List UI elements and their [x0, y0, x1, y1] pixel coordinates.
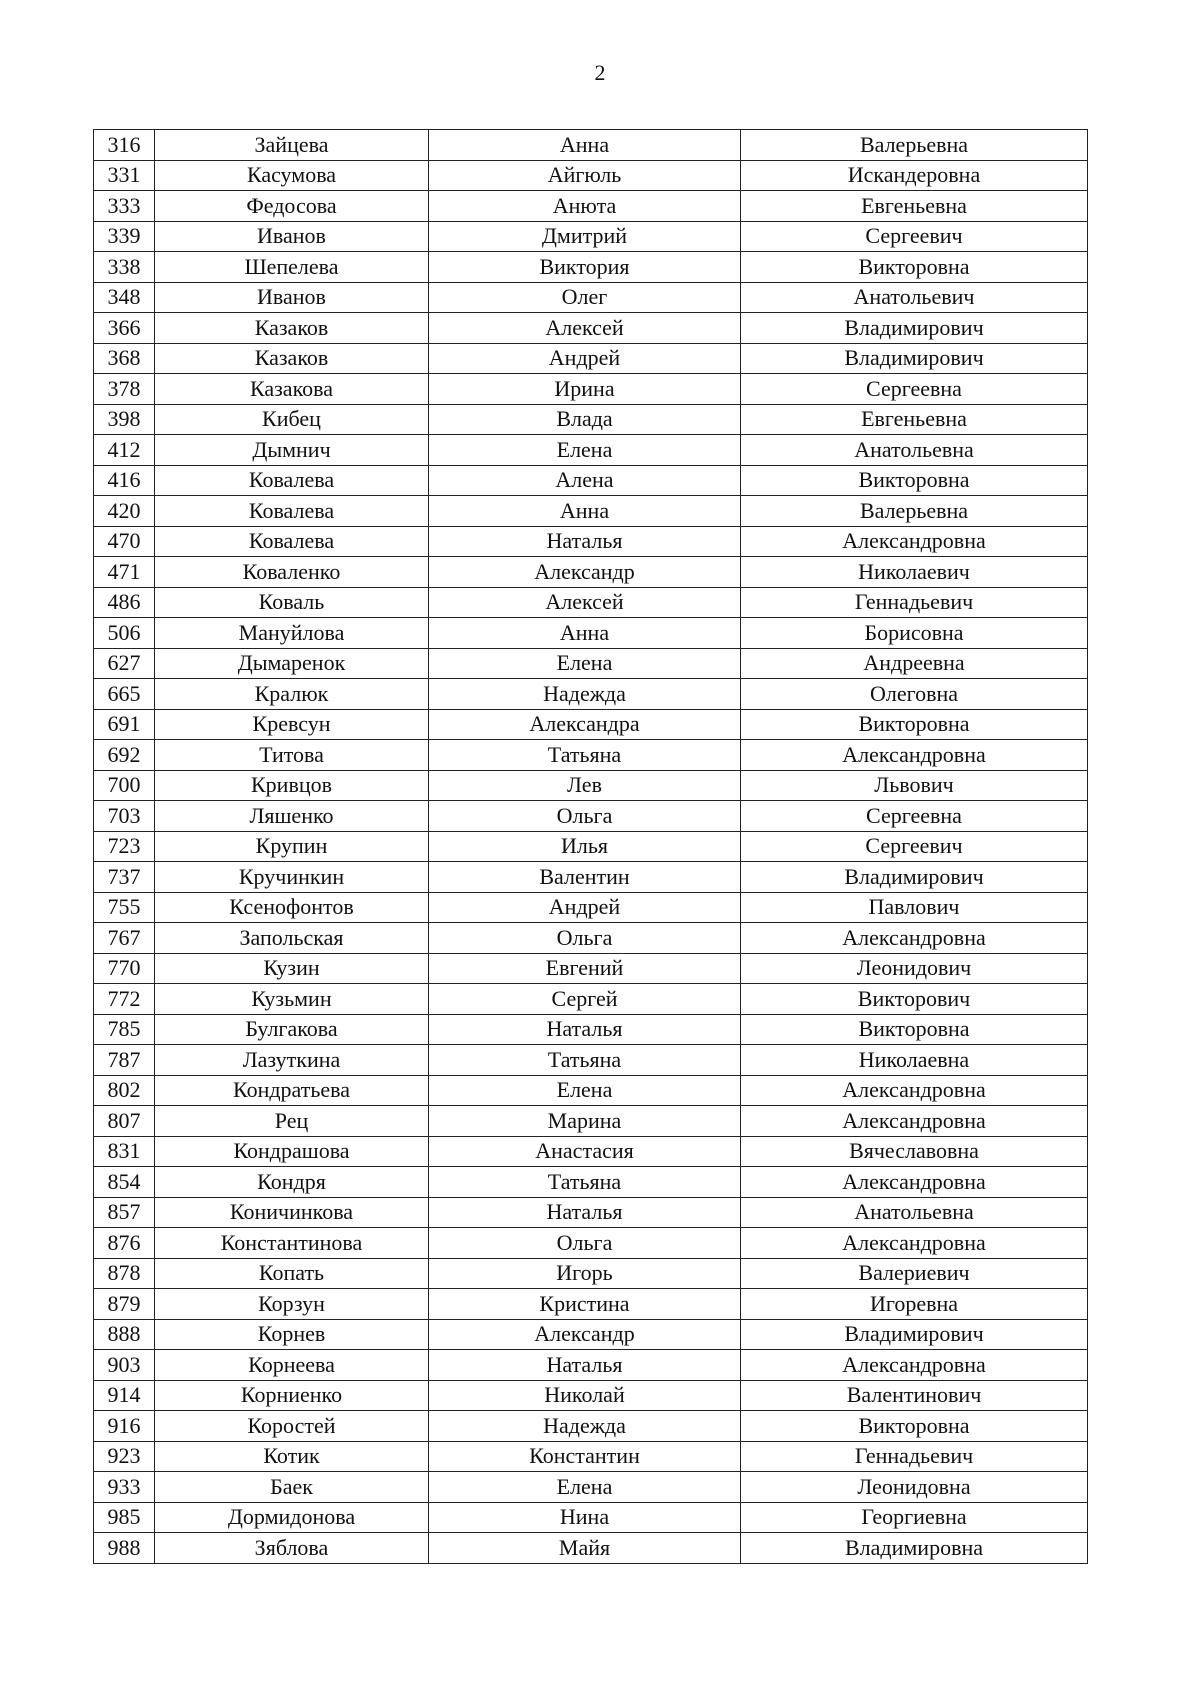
cell-last-name: Дормидонова — [155, 1502, 429, 1533]
page-number: 2 — [594, 60, 606, 85]
cell-number: 723 — [94, 831, 155, 862]
cell-last-name: Корнеева — [155, 1350, 429, 1381]
cell-patronymic: Игоревна — [741, 1289, 1088, 1320]
cell-patronymic: Сергеевич — [741, 221, 1088, 252]
cell-first-name: Анна — [429, 496, 741, 527]
table-row — [94, 160, 1088, 191]
cell-last-name: Корниенко — [155, 1380, 429, 1411]
cell-first-name: Александра — [429, 709, 741, 740]
cell-number: 770 — [94, 953, 155, 984]
table-row — [94, 130, 1088, 161]
table-row — [94, 1014, 1088, 1045]
cell-first-name: Майя — [429, 1533, 741, 1564]
cell-last-name: Ковалева — [155, 465, 429, 496]
cell-first-name: Константин — [429, 1441, 741, 1472]
table-row — [94, 1258, 1088, 1289]
cell-first-name: Наталья — [429, 1197, 741, 1228]
cell-patronymic: Викторовна — [741, 252, 1088, 283]
cell-patronymic: Искандеровна — [741, 160, 1088, 191]
cell-first-name: Евгений — [429, 953, 741, 984]
table-row — [94, 1075, 1088, 1106]
cell-first-name: Ирина — [429, 374, 741, 405]
cell-patronymic: Александровна — [741, 1106, 1088, 1137]
cell-first-name: Алена — [429, 465, 741, 496]
cell-patronymic: Владимирович — [741, 862, 1088, 893]
cell-last-name: Ковалева — [155, 496, 429, 527]
cell-first-name: Татьяна — [429, 740, 741, 771]
table-row — [94, 374, 1088, 405]
cell-number: 737 — [94, 862, 155, 893]
cell-number: 985 — [94, 1502, 155, 1533]
cell-last-name: Булгакова — [155, 1014, 429, 1045]
table-row — [94, 1228, 1088, 1259]
cell-first-name: Марина — [429, 1106, 741, 1137]
table-row — [94, 1197, 1088, 1228]
cell-last-name: Зайцева — [155, 130, 429, 161]
cell-number: 888 — [94, 1319, 155, 1350]
cell-number: 802 — [94, 1075, 155, 1106]
table-row — [94, 648, 1088, 679]
cell-last-name: Иванов — [155, 282, 429, 313]
table-row — [94, 801, 1088, 832]
table-row — [94, 1106, 1088, 1137]
cell-number: 787 — [94, 1045, 155, 1076]
cell-first-name: Надежда — [429, 679, 741, 710]
table-row — [94, 221, 1088, 252]
cell-patronymic: Николаевна — [741, 1045, 1088, 1076]
cell-first-name: Ольга — [429, 1228, 741, 1259]
table-row — [94, 526, 1088, 557]
cell-number: 703 — [94, 801, 155, 832]
cell-first-name: Ольга — [429, 923, 741, 954]
cell-patronymic: Леонидович — [741, 953, 1088, 984]
cell-last-name: Коничинкова — [155, 1197, 429, 1228]
cell-patronymic: Анатольевич — [741, 282, 1088, 313]
table-row — [94, 435, 1088, 466]
cell-number: 506 — [94, 618, 155, 649]
cell-last-name: Запольская — [155, 923, 429, 954]
cell-last-name: Лазуткина — [155, 1045, 429, 1076]
cell-patronymic: Евгеньевна — [741, 404, 1088, 435]
cell-first-name: Наталья — [429, 1350, 741, 1381]
table-row — [94, 831, 1088, 862]
cell-last-name: Дымаренок — [155, 648, 429, 679]
cell-patronymic: Львович — [741, 770, 1088, 801]
cell-first-name: Лев — [429, 770, 741, 801]
cell-patronymic: Викторовна — [741, 709, 1088, 740]
table-row — [94, 892, 1088, 923]
cell-first-name: Николай — [429, 1380, 741, 1411]
cell-patronymic: Александровна — [741, 1075, 1088, 1106]
cell-first-name: Елена — [429, 1075, 741, 1106]
cell-first-name: Анна — [429, 130, 741, 161]
table-row — [94, 1167, 1088, 1198]
table-row — [94, 587, 1088, 618]
cell-patronymic: Валентинович — [741, 1380, 1088, 1411]
names-table — [93, 129, 1088, 1564]
table-row — [94, 252, 1088, 283]
cell-number: 914 — [94, 1380, 155, 1411]
cell-patronymic: Евгеньевна — [741, 191, 1088, 222]
cell-last-name: Баек — [155, 1472, 429, 1503]
cell-last-name: Рец — [155, 1106, 429, 1137]
cell-patronymic: Владимирович — [741, 313, 1088, 344]
cell-last-name: Кондрашова — [155, 1136, 429, 1167]
cell-first-name: Виктория — [429, 252, 741, 283]
cell-patronymic: Александровна — [741, 1167, 1088, 1198]
table-row — [94, 953, 1088, 984]
cell-first-name: Илья — [429, 831, 741, 862]
cell-last-name: Кралюк — [155, 679, 429, 710]
cell-last-name: Титова — [155, 740, 429, 771]
cell-patronymic: Александровна — [741, 1228, 1088, 1259]
names-table-container — [93, 129, 1088, 1564]
cell-first-name: Нина — [429, 1502, 741, 1533]
cell-last-name: Иванов — [155, 221, 429, 252]
cell-last-name: Корзун — [155, 1289, 429, 1320]
cell-number: 933 — [94, 1472, 155, 1503]
table-row — [94, 1441, 1088, 1472]
cell-number: 420 — [94, 496, 155, 527]
cell-last-name: Коваленко — [155, 557, 429, 588]
cell-last-name: Кондря — [155, 1167, 429, 1198]
table-row — [94, 1472, 1088, 1503]
cell-number: 470 — [94, 526, 155, 557]
cell-number: 785 — [94, 1014, 155, 1045]
cell-number: 316 — [94, 130, 155, 161]
cell-patronymic: Викторовна — [741, 1014, 1088, 1045]
cell-number: 471 — [94, 557, 155, 588]
table-row — [94, 984, 1088, 1015]
cell-first-name: Сергей — [429, 984, 741, 1015]
cell-last-name: Кузьмин — [155, 984, 429, 1015]
cell-first-name: Надежда — [429, 1411, 741, 1442]
cell-number: 665 — [94, 679, 155, 710]
table-row — [94, 1533, 1088, 1564]
names-table-body — [94, 130, 1088, 1564]
cell-number: 700 — [94, 770, 155, 801]
cell-last-name: Зяблова — [155, 1533, 429, 1564]
cell-first-name: Игорь — [429, 1258, 741, 1289]
cell-last-name: Кондратьева — [155, 1075, 429, 1106]
cell-first-name: Александр — [429, 557, 741, 588]
cell-patronymic: Павлович — [741, 892, 1088, 923]
table-row — [94, 923, 1088, 954]
cell-patronymic: Александровна — [741, 740, 1088, 771]
cell-last-name: Ковалева — [155, 526, 429, 557]
cell-patronymic: Викторовна — [741, 1411, 1088, 1442]
cell-number: 878 — [94, 1258, 155, 1289]
cell-patronymic: Олеговна — [741, 679, 1088, 710]
cell-last-name: Кручинкин — [155, 862, 429, 893]
table-row — [94, 1350, 1088, 1381]
cell-number: 692 — [94, 740, 155, 771]
cell-last-name: Касумова — [155, 160, 429, 191]
table-row — [94, 1045, 1088, 1076]
cell-last-name: Казаков — [155, 313, 429, 344]
cell-patronymic: Валерьевна — [741, 130, 1088, 161]
cell-first-name: Алексей — [429, 587, 741, 618]
cell-first-name: Елена — [429, 648, 741, 679]
cell-patronymic: Геннадьевич — [741, 587, 1088, 618]
cell-patronymic: Андреевна — [741, 648, 1088, 679]
cell-number: 876 — [94, 1228, 155, 1259]
cell-patronymic: Викторовна — [741, 465, 1088, 496]
cell-number: 857 — [94, 1197, 155, 1228]
table-row — [94, 1502, 1088, 1533]
cell-last-name: Корнев — [155, 1319, 429, 1350]
cell-patronymic: Александровна — [741, 923, 1088, 954]
cell-first-name: Влада — [429, 404, 741, 435]
cell-number: 923 — [94, 1441, 155, 1472]
cell-last-name: Казаков — [155, 343, 429, 374]
cell-last-name: Кревсун — [155, 709, 429, 740]
cell-last-name: Шепелева — [155, 252, 429, 283]
cell-number: 331 — [94, 160, 155, 191]
cell-first-name: Андрей — [429, 892, 741, 923]
cell-last-name: Константинова — [155, 1228, 429, 1259]
cell-patronymic: Геннадьевич — [741, 1441, 1088, 1472]
cell-patronymic: Борисовна — [741, 618, 1088, 649]
cell-patronymic: Александровна — [741, 1350, 1088, 1381]
table-row — [94, 679, 1088, 710]
cell-number: 366 — [94, 313, 155, 344]
cell-number: 691 — [94, 709, 155, 740]
table-row — [94, 1319, 1088, 1350]
cell-patronymic: Анатольевна — [741, 1197, 1088, 1228]
cell-number: 916 — [94, 1411, 155, 1442]
cell-first-name: Дмитрий — [429, 221, 741, 252]
cell-patronymic: Валериевич — [741, 1258, 1088, 1289]
cell-patronymic: Викторович — [741, 984, 1088, 1015]
cell-patronymic: Сергеевна — [741, 801, 1088, 832]
cell-number: 368 — [94, 343, 155, 374]
cell-patronymic: Сергеевна — [741, 374, 1088, 405]
cell-first-name: Айгюль — [429, 160, 741, 191]
cell-number: 412 — [94, 435, 155, 466]
cell-first-name: Ольга — [429, 801, 741, 832]
cell-first-name: Анна — [429, 618, 741, 649]
cell-patronymic: Николаевич — [741, 557, 1088, 588]
cell-number: 755 — [94, 892, 155, 923]
cell-number: 378 — [94, 374, 155, 405]
cell-first-name: Кристина — [429, 1289, 741, 1320]
cell-first-name: Алексей — [429, 313, 741, 344]
cell-patronymic: Анатольевна — [741, 435, 1088, 466]
cell-patronymic: Георгиевна — [741, 1502, 1088, 1533]
cell-patronymic: Александровна — [741, 526, 1088, 557]
cell-first-name: Олег — [429, 282, 741, 313]
cell-last-name: Кривцов — [155, 770, 429, 801]
cell-first-name: Александр — [429, 1319, 741, 1350]
table-row — [94, 343, 1088, 374]
cell-first-name: Анастасия — [429, 1136, 741, 1167]
cell-number: 879 — [94, 1289, 155, 1320]
table-row — [94, 496, 1088, 527]
table-row — [94, 1136, 1088, 1167]
cell-number: 486 — [94, 587, 155, 618]
cell-last-name: Ляшенко — [155, 801, 429, 832]
cell-patronymic: Сергеевич — [741, 831, 1088, 862]
cell-patronymic: Владимирович — [741, 1319, 1088, 1350]
cell-first-name: Андрей — [429, 343, 741, 374]
cell-number: 807 — [94, 1106, 155, 1137]
cell-last-name: Мануйлова — [155, 618, 429, 649]
cell-patronymic: Вячеславовна — [741, 1136, 1088, 1167]
cell-patronymic: Леонидовна — [741, 1472, 1088, 1503]
cell-number: 416 — [94, 465, 155, 496]
cell-number: 831 — [94, 1136, 155, 1167]
cell-first-name: Валентин — [429, 862, 741, 893]
cell-first-name: Татьяна — [429, 1167, 741, 1198]
cell-last-name: Казакова — [155, 374, 429, 405]
cell-first-name: Татьяна — [429, 1045, 741, 1076]
table-row — [94, 1411, 1088, 1442]
table-row — [94, 313, 1088, 344]
cell-last-name: Копать — [155, 1258, 429, 1289]
table-row — [94, 404, 1088, 435]
cell-first-name: Елена — [429, 435, 741, 466]
cell-last-name: Коростей — [155, 1411, 429, 1442]
cell-number: 348 — [94, 282, 155, 313]
cell-patronymic: Владимировна — [741, 1533, 1088, 1564]
cell-last-name: Котик — [155, 1441, 429, 1472]
cell-number: 854 — [94, 1167, 155, 1198]
table-row — [94, 740, 1088, 771]
cell-first-name: Наталья — [429, 1014, 741, 1045]
cell-number: 398 — [94, 404, 155, 435]
cell-patronymic: Валерьевна — [741, 496, 1088, 527]
cell-last-name: Федосова — [155, 191, 429, 222]
cell-first-name: Елена — [429, 1472, 741, 1503]
cell-last-name: Крупин — [155, 831, 429, 862]
cell-last-name: Кибец — [155, 404, 429, 435]
cell-first-name: Наталья — [429, 526, 741, 557]
cell-number: 627 — [94, 648, 155, 679]
table-row — [94, 618, 1088, 649]
cell-number: 903 — [94, 1350, 155, 1381]
table-row — [94, 862, 1088, 893]
cell-first-name: Анюта — [429, 191, 741, 222]
table-row — [94, 282, 1088, 313]
cell-patronymic: Владимирович — [741, 343, 1088, 374]
cell-number: 767 — [94, 923, 155, 954]
cell-number: 339 — [94, 221, 155, 252]
cell-last-name: Коваль — [155, 587, 429, 618]
table-row — [94, 465, 1088, 496]
cell-last-name: Ксенофонтов — [155, 892, 429, 923]
cell-number: 338 — [94, 252, 155, 283]
table-row — [94, 1289, 1088, 1320]
cell-last-name: Дымнич — [155, 435, 429, 466]
table-row — [94, 1380, 1088, 1411]
cell-number: 988 — [94, 1533, 155, 1564]
cell-number: 333 — [94, 191, 155, 222]
cell-number: 772 — [94, 984, 155, 1015]
table-row — [94, 709, 1088, 740]
table-row — [94, 191, 1088, 222]
table-row — [94, 557, 1088, 588]
cell-last-name: Кузин — [155, 953, 429, 984]
table-row — [94, 770, 1088, 801]
